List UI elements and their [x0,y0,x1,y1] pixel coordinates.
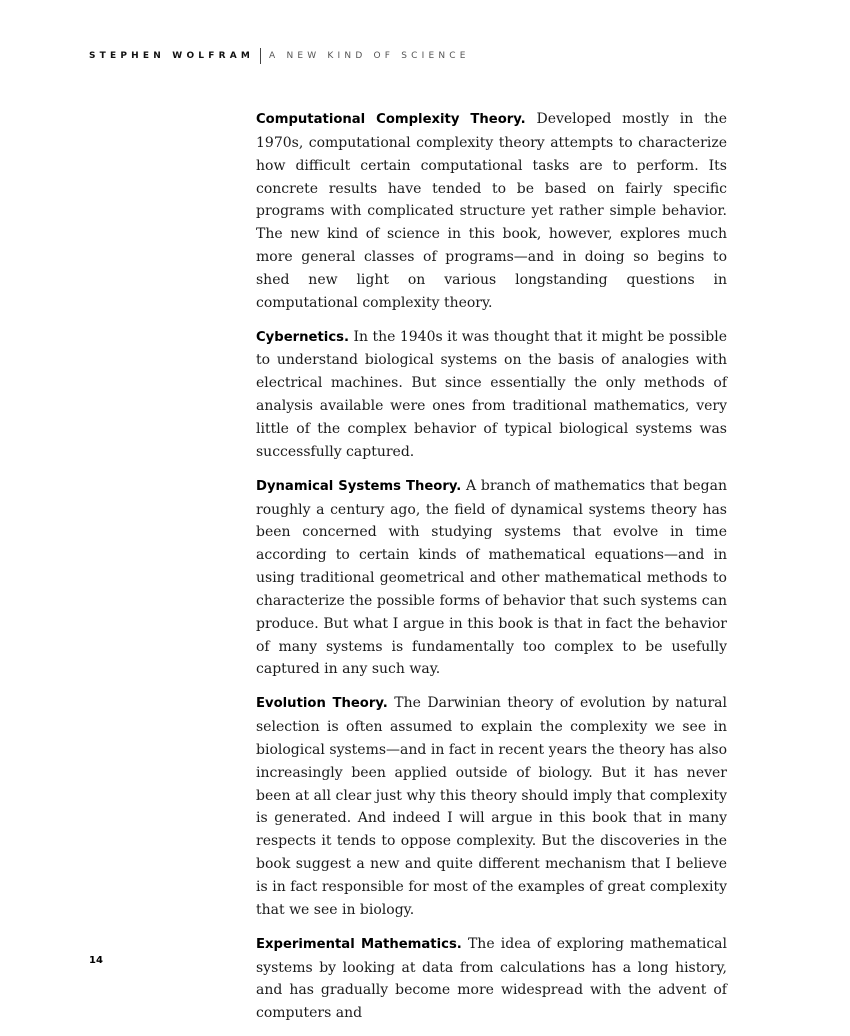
header-author: STEPHEN WOLFRAM [89,51,255,61]
entry-text: The idea of exploring mathematical systems by looking at data from calculations has a long history, and has gradually become more widespread with the advent of computers and [256,935,727,1022]
entry-experimental-mathematics [256,933,727,1025]
entry-computational-complexity [256,108,727,315]
entry-evolution-theory [256,692,727,921]
entry-term: Computational Complexity Theory. [256,112,526,127]
page-number: 14 [89,955,103,966]
entry-term: Cybernetics. [256,329,349,345]
entry-text: The Darwinian theory of evolution by natural selection is often assumed to explain the complexity we see in biological systems—and in fact in recent years the theory has also increasingly been applied outside of biology. But it has never been at all clear just why this theory should imply that complexity is generated. And indeed I will argue in this book that in many respects it tends to oppose complexity. But the discoveries in the book suggest a new and quite different mechanism that I believe is in fact responsible for most of the examples of great complexity that we see in biology. [256,695,727,918]
header-book-title: A NEW KIND OF SCIENCE [269,51,470,61]
entry-term: Experimental Mathematics. [256,936,462,952]
running-header [89,48,470,64]
entry-dynamical-systems [256,475,727,682]
entry-term: Dynamical Systems Theory. [256,478,462,494]
main-text [256,108,727,1036]
header-divider [260,48,261,64]
entry-text: In the 1940s it was thought that it might be possible to understand biological systems on the basis of analogies with electrical machines. But since essentially the only methods of analysis available were ones from traditional mathematics, very little of the complex behavior of typical biological systems was successfully captured. [256,328,727,460]
entry-term: Evolution Theory. [256,696,388,712]
entry-cybernetics [256,326,727,464]
entry-text: A branch of mathematics that began roughly a century ago, the field of dynamical systems theory has been concerned with studying systems that evolve in time according to certain kinds of mathematical equations—and in using traditional geometrical and other mathematical methods to characterize the possible forms of behavior that such systems can produce. But what I argue in this book is that in fact the behavior of many systems is fundamentally too complex to be usefully captured in any such way. [256,477,727,678]
entry-text: Developed mostly in the 1970s, computational complexity theory attempts to characterize how difficult certain computational tasks are to perform. Its concrete results have tended to be based on fairly specific programs with complicated structure yet rather simple behavior. The new kind of science in this book, however, explores much more general classes of programs—and in doing so begins to shed new light on various longstanding questions in computational complexity theory. [256,111,727,311]
